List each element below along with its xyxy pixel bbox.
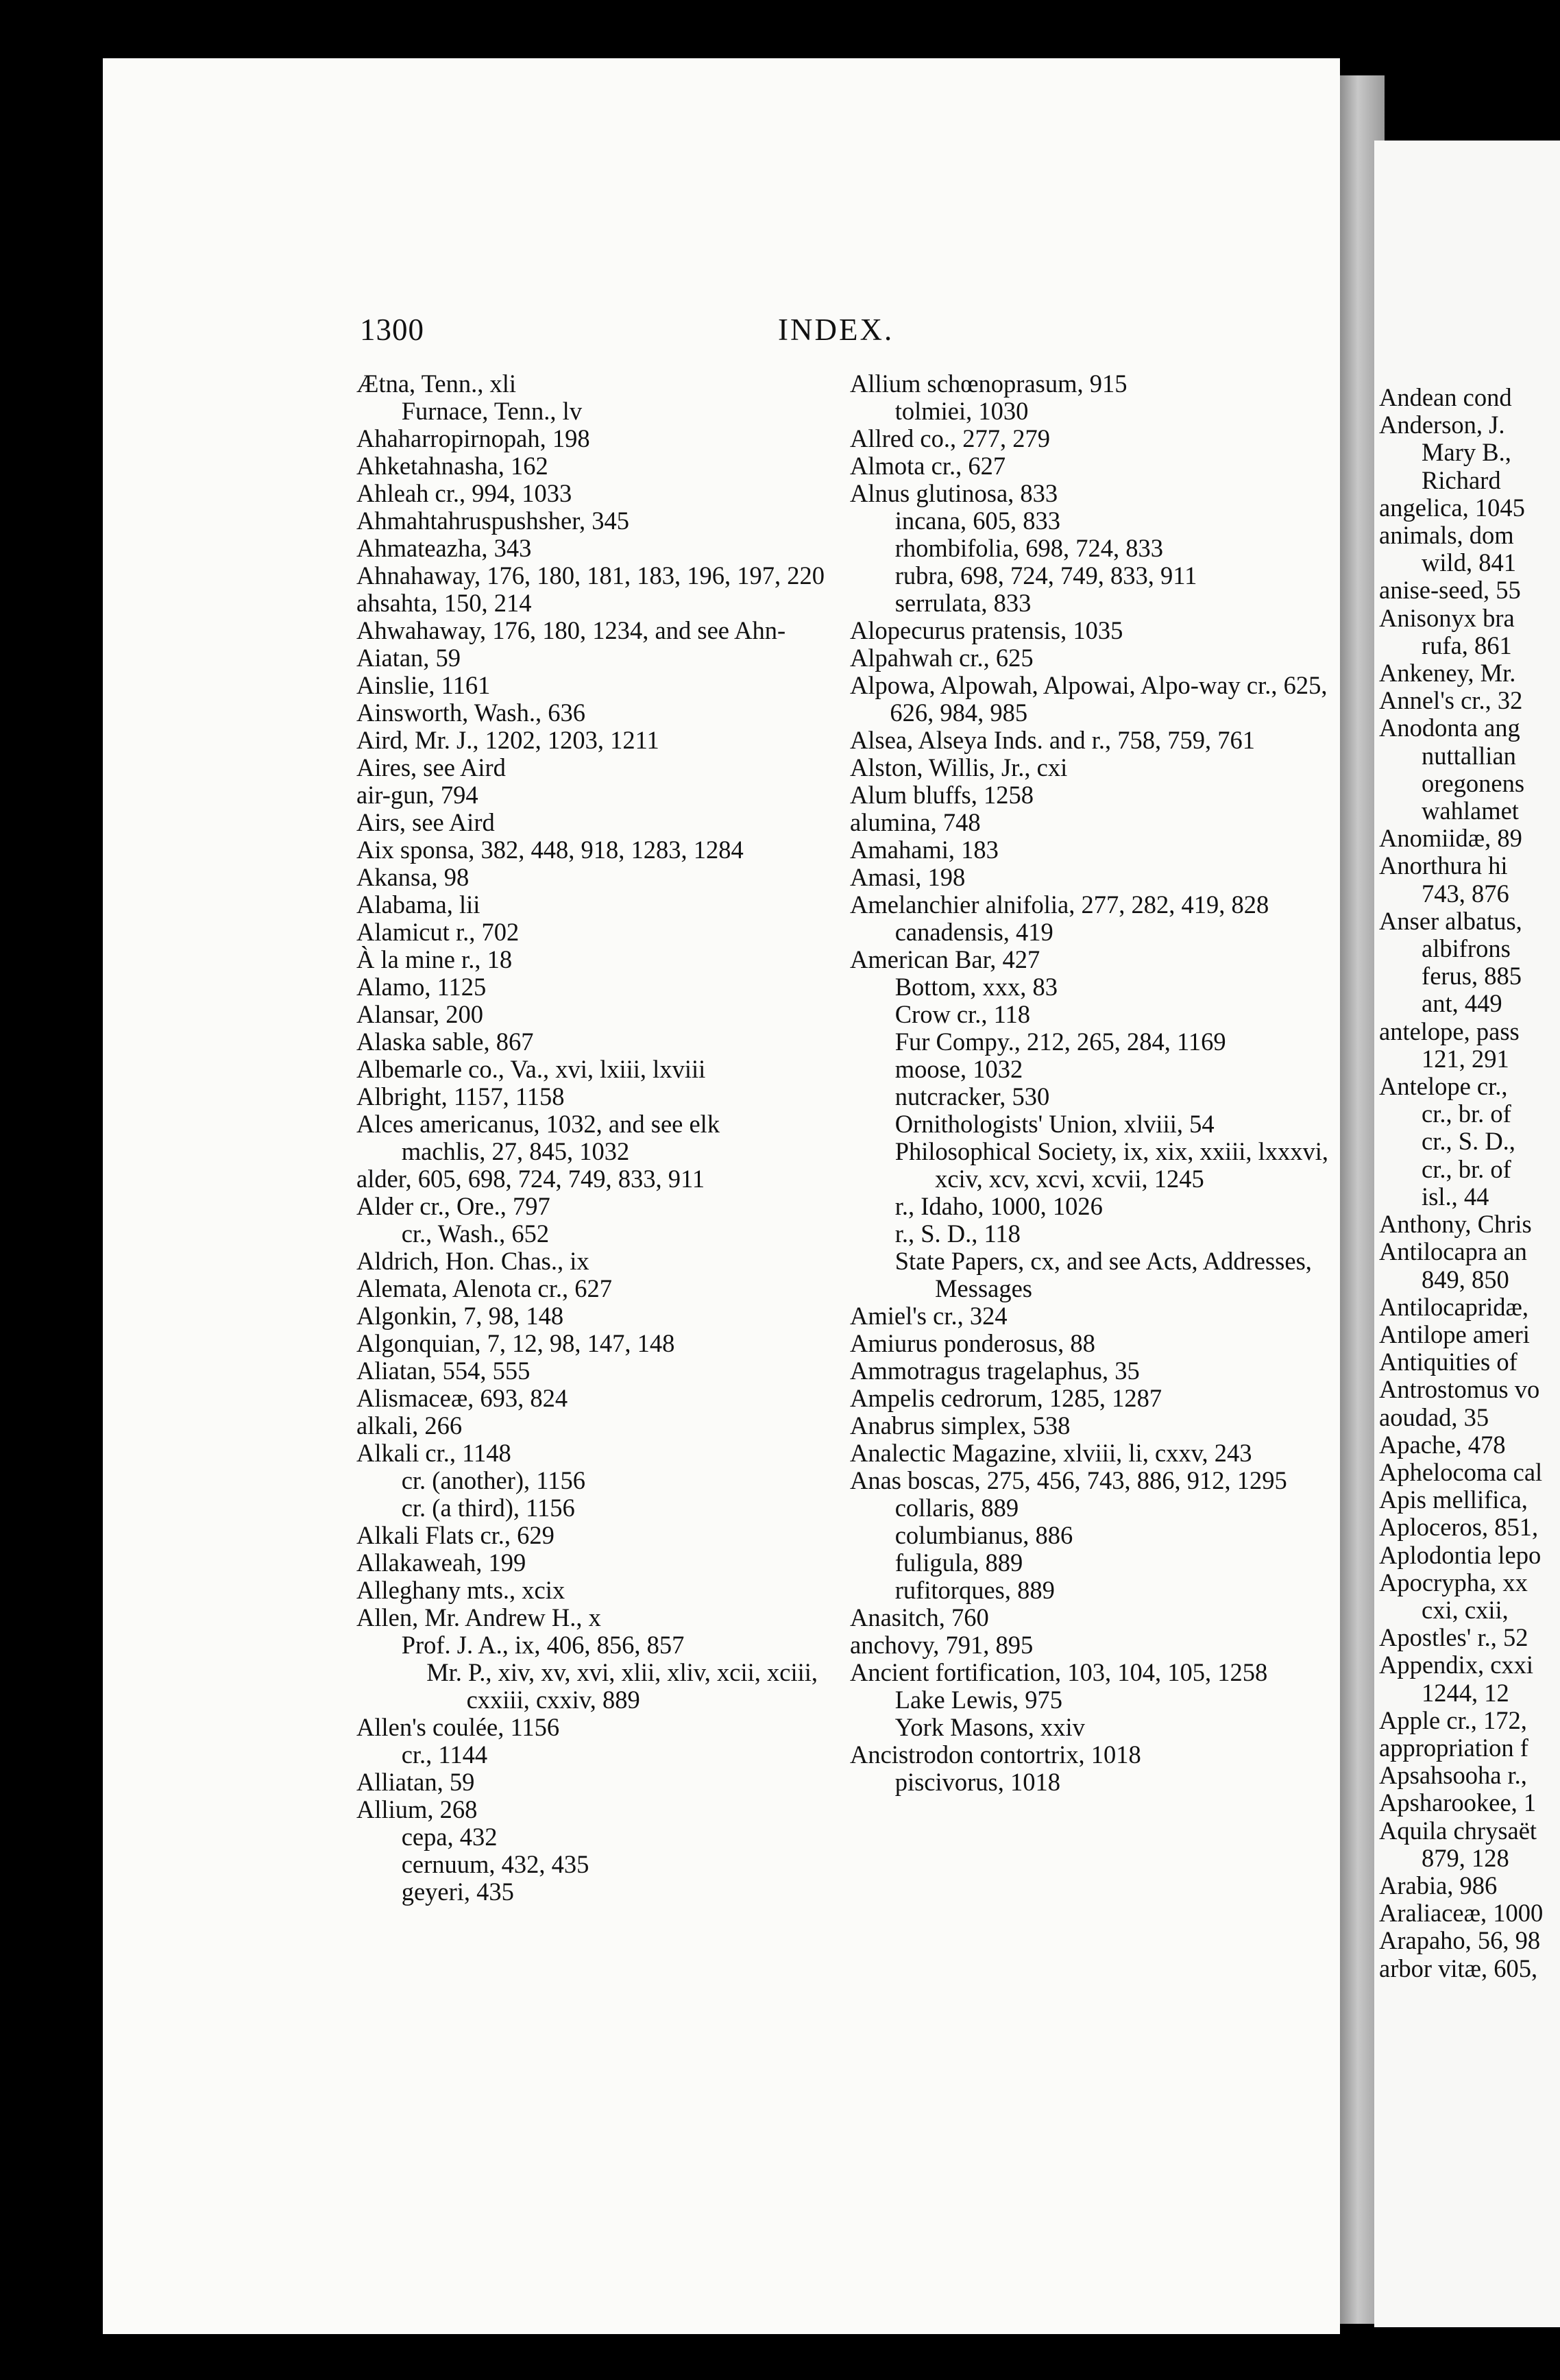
index-entry: Furnace, Tenn., lv (401, 397, 583, 425)
index-entry: State Papers, cx, and see Acts, Addresses, Messages (894, 1247, 1312, 1302)
index-entry: Prof. J. A., ix, 406, 856, 857 (401, 1631, 685, 1659)
index-entry: Arabia, 986 (1379, 1871, 1498, 1899)
index-entry: Crow cr., 118 (894, 1000, 1031, 1028)
index-entry: Ancient fortification, 103, 104, 105, 1258 (850, 1658, 1268, 1686)
index-entry: Anomiidæ, 89 (1379, 824, 1522, 853)
index-entry: Alemata, Alenota cr., 627 (356, 1274, 613, 1302)
index-entry: Amiel's cr., 324 (850, 1302, 1008, 1330)
index-entry: Anser albatus, (1379, 906, 1522, 935)
index-entry: Ainsworth, Wash., 636 (356, 699, 586, 727)
index-entry: Alpowa, Alpowah, Alpowai, Alpo-way cr., 625, 626, 984, 985 (850, 671, 1328, 727)
index-entry: Antiquities of (1379, 1348, 1518, 1376)
index-entry: cepa, 432 (401, 1823, 498, 1851)
index-entry: Philosophical Society, ix, xix, xxiii, lxxxvi, xciv, xcv, xcvi, xcvii, 1245 (894, 1137, 1329, 1193)
index-entry: cr. (a third), 1156 (401, 1494, 575, 1522)
index-entry: air-gun, 794 (356, 781, 478, 809)
index-entry: Allred co., 277, 279 (850, 424, 1050, 452)
index-entry: Amelanchier alnifolia, 277, 282, 419, 828 (850, 890, 1269, 919)
index-entry: Ahmahtahruspushsher, 345 (356, 507, 629, 535)
index-entry: alumina, 748 (850, 808, 981, 836)
index-entry: Ætna, Tenn., xli (356, 369, 516, 398)
index-entry: Ahleah cr., 994, 1033 (356, 479, 572, 507)
index-entry: alkali, 266 (356, 1411, 463, 1440)
index-entry: nutcracker, 530 (894, 1082, 1050, 1110)
index-entry: Richard (1422, 465, 1501, 494)
index-entry: Amasi, 198 (850, 863, 966, 891)
index-entry: 743, 876 (1422, 879, 1509, 908)
index-entry: tolmiei, 1030 (894, 397, 1029, 425)
index-entry: animals, dom (1379, 521, 1514, 550)
index-entry: piscivorus, 1018 (894, 1768, 1060, 1796)
index-entry: canadensis, 419 (894, 918, 1053, 946)
index-entry: Akansa, 98 (356, 863, 470, 891)
index-entry: Anas boscas, 275, 456, 743, 886, 912, 1295 (850, 1466, 1287, 1494)
index-entry: Albemarle co., Va., xvi, lxiii, lxviii (356, 1055, 706, 1083)
index-entry: Lake Lewis, 975 (894, 1686, 1062, 1714)
index-entry: 879, 128 (1422, 1843, 1509, 1872)
index-entry: appropriation f (1379, 1733, 1528, 1762)
index-entry: Alabama, lii (356, 890, 480, 919)
index-entry: Alismaceæ, 693, 824 (356, 1384, 568, 1412)
index-entry: Ornithologists' Union, xlviii, 54 (894, 1110, 1215, 1138)
index-entry: 849, 850 (1422, 1265, 1509, 1294)
index-entry: Aliatan, 554, 555 (356, 1357, 531, 1385)
index-entry: Albright, 1157, 1158 (356, 1082, 565, 1110)
index-entry: cr., 1144 (401, 1740, 488, 1769)
index-entry: r., S. D., 118 (894, 1219, 1021, 1248)
index-entry: Mary B., (1422, 438, 1511, 467)
index-entry: Ahwahaway, 176, 180, 1234, and see Ahn- (356, 616, 786, 644)
index-entry: cr., br. of (1422, 1154, 1511, 1183)
index-entry: alder, 605, 698, 724, 749, 833, 911 (356, 1165, 705, 1193)
index-entry: Alansar, 200 (356, 1000, 484, 1028)
index-entry: Airs, see Aird (356, 808, 495, 836)
index-entry: anise-seed, 55 (1379, 576, 1521, 605)
index-entry: Alamicut r., 702 (356, 918, 520, 946)
index-entry: American Bar, 427 (850, 945, 1040, 973)
index-entry: Alston, Willis, Jr., cxi (850, 753, 1068, 781)
index-entry: Apache, 478 (1379, 1430, 1506, 1459)
index-entry: Apocrypha, xx (1379, 1568, 1528, 1596)
index-entry: Ahnahaway, 176, 180, 181, 183, 196, 197, 220 (356, 561, 825, 590)
index-entry: Alpahwah cr., 625 (850, 644, 1034, 672)
index-entry: Ammotragus tragelaphus, 35 (850, 1357, 1140, 1385)
index-entry: r., Idaho, 1000, 1026 (894, 1192, 1103, 1220)
index-column-facing-page (1379, 384, 1543, 1982)
index-entry: 1244, 12 (1422, 1678, 1509, 1707)
index-entry: À la mine r., 18 (356, 945, 513, 973)
index-entry: Analectic Magazine, xlviii, li, cxxv, 243 (850, 1439, 1252, 1467)
index-entry: Aploceros, 851, (1379, 1513, 1539, 1542)
index-entry: Aplodontia lepo (1379, 1540, 1541, 1569)
index-entry: Appendix, cxxi (1379, 1651, 1534, 1679)
index-entry: cr., Wash., 652 (401, 1219, 550, 1248)
index-column-left (356, 370, 836, 1906)
index-entry: Mr. P., xiv, xv, xvi, xlii, xliv, xcii, xciii, cxxiii, cxxiv, 889 (426, 1658, 818, 1714)
index-column-middle (850, 370, 1330, 1796)
index-entry: Apsharookee, 1 (1379, 1788, 1537, 1817)
index-entry: Alliatan, 59 (356, 1768, 475, 1796)
index-entry: Bottom, xxx, 83 (894, 973, 1058, 1001)
index-entry: Almota cr., 627 (850, 452, 1006, 480)
index-entry: rufitorques, 889 (894, 1576, 1055, 1604)
index-entry: Apostles' r., 52 (1379, 1623, 1528, 1652)
index-entry: Antelope cr., (1379, 1072, 1508, 1101)
index-entry: arbor vitæ, 605, (1379, 1954, 1538, 1982)
index-entry: Apis mellifica, (1379, 1485, 1528, 1514)
index-entry: Alkali Flats cr., 629 (356, 1521, 554, 1549)
index-entry: rhombifolia, 698, 724, 833 (894, 534, 1164, 562)
index-entry: Alkali cr., 1148 (356, 1439, 511, 1467)
index-entry: Ahketahnasha, 162 (356, 452, 548, 480)
page-title: INDEX. (778, 313, 894, 347)
index-entry: aoudad, 35 (1379, 1402, 1489, 1431)
index-entry: Allium schœnoprasum, 915 (850, 369, 1128, 398)
index-entry: Alsea, Alseya Inds. and r., 758, 759, 761 (850, 726, 1256, 754)
index-entry: anchovy, 791, 895 (850, 1631, 1034, 1659)
index-entry: Alamo, 1125 (356, 973, 487, 1001)
index-entry: incana, 605, 833 (894, 507, 1060, 535)
index-entry: Aird, Mr. J., 1202, 1203, 1211 (356, 726, 659, 754)
page-number: 1300 (360, 313, 424, 347)
index-entry: Aiatan, 59 (356, 644, 461, 672)
index-entry: Apsahsooha r., (1379, 1761, 1527, 1790)
index-entry: albifrons (1422, 934, 1511, 963)
index-entry: Anisonyx bra (1379, 603, 1515, 632)
index-entry: Alder cr., Ore., 797 (356, 1192, 550, 1220)
index-entry: Anorthura hi (1379, 851, 1508, 880)
index-entry: Arapaho, 56, 98 (1379, 1926, 1541, 1955)
index-entry: Annel's cr., 32 (1379, 686, 1523, 715)
index-entry: Aires, see Aird (356, 753, 506, 781)
index-entry: oregonens (1422, 768, 1525, 797)
index-entry: Amahami, 183 (850, 836, 999, 864)
index-entry: isl., 44 (1422, 1182, 1489, 1211)
index-entry: serrulata, 833 (894, 589, 1032, 617)
index-entry: Antrostomus vo (1379, 1375, 1540, 1404)
index-entry: Ankeney, Mr. (1379, 659, 1516, 688)
index-entry: rubra, 698, 724, 749, 833, 911 (894, 561, 1197, 590)
index-entry: cr., S. D., (1422, 1127, 1515, 1156)
index-entry: Aix sponsa, 382, 448, 918, 1283, 1284 (356, 836, 744, 864)
index-entry: ferus, 885 (1422, 962, 1522, 991)
index-entry: wahlamet (1422, 797, 1519, 825)
index-entry: collaris, 889 (894, 1494, 1019, 1522)
index-entry: Antilocapra an (1379, 1237, 1527, 1266)
index-entry: Amiurus ponderosus, 88 (850, 1329, 1095, 1357)
index-entry: Aphelocoma cal (1379, 1457, 1543, 1486)
index-entry: rufa, 861 (1422, 631, 1512, 659)
index-entry: Alopecurus pratensis, 1035 (850, 616, 1123, 644)
index-entry: Ahmateazha, 343 (356, 534, 532, 562)
index-entry: cr. (another), 1156 (401, 1466, 585, 1494)
index-entry: nuttallian (1422, 741, 1516, 770)
index-entry: Ainslie, 1161 (356, 671, 491, 699)
index-entry: Aquila chrysaët (1379, 1816, 1537, 1845)
index-entry: columbianus, 886 (894, 1521, 1073, 1549)
index-entry: Ahaharropirnopah, 198 (356, 424, 590, 452)
index-entry: moose, 1032 (894, 1055, 1023, 1083)
index-entry: Anderson, J. (1379, 411, 1505, 439)
index-entry: cernuum, 432, 435 (401, 1850, 589, 1878)
index-entry: Antilope ameri (1379, 1320, 1530, 1348)
index-entry: Algonquian, 7, 12, 98, 147, 148 (356, 1329, 675, 1357)
index-entry: Alces americanus, 1032, and see elk (356, 1110, 720, 1138)
index-entry: wild, 841 (1422, 548, 1516, 577)
index-entry: Allen, Mr. Andrew H., x (356, 1603, 601, 1631)
index-entry: 121, 291 (1422, 1044, 1509, 1073)
index-entry: Aldrich, Hon. Chas., ix (356, 1247, 589, 1275)
index-entry: Anabrus simplex, 538 (850, 1411, 1071, 1440)
index-entry: Algonkin, 7, 98, 148 (356, 1302, 564, 1330)
index-entry: Ancistrodon contortrix, 1018 (850, 1740, 1141, 1769)
index-entry: Apple cr., 172, (1379, 1705, 1527, 1734)
index-entry: Alaska sable, 867 (356, 1028, 534, 1056)
index-entry: ant, 449 (1422, 989, 1502, 1018)
index-entry: fuligula, 889 (894, 1549, 1023, 1577)
index-entry: Anasitch, 760 (850, 1603, 989, 1631)
index-entry: Alnus glutinosa, 833 (850, 479, 1058, 507)
index-entry: antelope, pass (1379, 1017, 1520, 1045)
index-entry: Araliaceæ, 1000 (1379, 1899, 1544, 1928)
index-entry: Alum bluffs, 1258 (850, 781, 1034, 809)
index-entry: Andean cond (1379, 383, 1512, 411)
index-entry: cxi, cxii, (1422, 1595, 1509, 1624)
index-entry: cr., br. of (1422, 1100, 1511, 1128)
index-entry: ahsahta, 150, 214 (356, 589, 532, 617)
index-entry: angelica, 1045 (1379, 493, 1525, 522)
index-entry: Allium, 268 (356, 1795, 478, 1823)
index-entry: Anodonta ang (1379, 714, 1520, 742)
index-entry: Allen's coulée, 1156 (356, 1713, 560, 1741)
index-entry: geyeri, 435 (401, 1878, 514, 1906)
index-entry: Allakaweah, 199 (356, 1549, 526, 1577)
index-entry: Antilocapridæ, (1379, 1292, 1528, 1321)
index-entry: York Masons, xxiv (894, 1713, 1085, 1741)
index-entry: Ampelis cedrorum, 1285, 1287 (850, 1384, 1162, 1412)
index-entry: Anthony, Chris (1379, 1210, 1532, 1239)
index-entry: machlis, 27, 845, 1032 (401, 1137, 630, 1165)
index-entry: Fur Compy., 212, 265, 284, 1169 (894, 1028, 1226, 1056)
index-entry: Alleghany mts., xcix (356, 1576, 565, 1604)
